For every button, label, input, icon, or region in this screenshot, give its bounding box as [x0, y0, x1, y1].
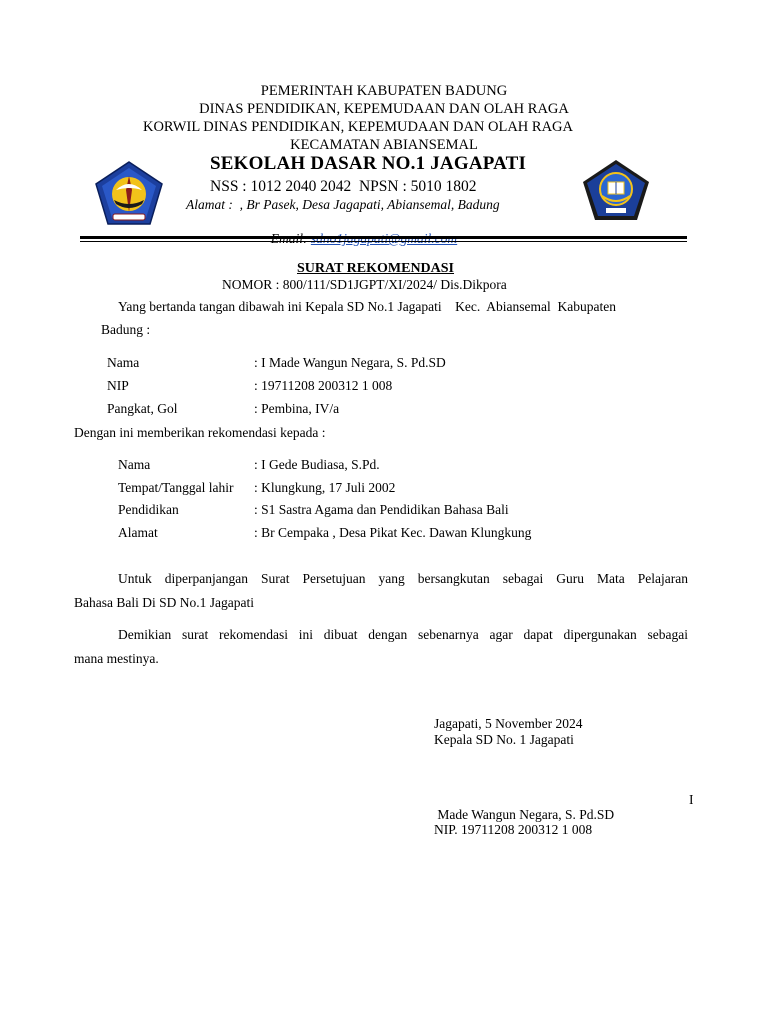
intro-line-2: Badung :: [101, 322, 151, 337]
paragraph-closing-line-2: mana mestinya.: [74, 651, 159, 666]
recipient-birth-value: : Klungkung, 17 Juli 2002: [254, 480, 396, 495]
header-line-district: KECAMATAN ABIANSEMAL: [290, 137, 478, 153]
school-name: SEKOLAH DASAR NO.1 JAGAPATI: [210, 153, 527, 174]
badung-crest-logo: [94, 160, 164, 226]
paragraph-purpose-line-1: Untuk diperpanjangan Surat Persetujuan yang bersangkutan sebagai Guru Mata Pelajaran: [118, 571, 688, 586]
stray-mark: I: [689, 792, 694, 807]
paragraph-closing-line-1: Demikian surat rekomendasi ini dibuat dengan sebenarnya agar dapat dipergunakan sebagai: [118, 627, 688, 642]
signer-name-value: : I Made Wangun Negara, S. Pd.SD: [254, 355, 446, 370]
header-line-korwil: KORWIL DINAS PENDIDIKAN, KEPEMUDAAN DAN OLAH RAGA: [142, 119, 573, 135]
recipient-education-value: : S1 Sastra Agama dan Pendidikan Bahasa Bali: [254, 502, 509, 517]
signer-name-label: Nama: [107, 355, 140, 370]
recipient-name-value: : I Gede Budiasa, S.Pd.: [254, 457, 380, 472]
recommend-intro: Dengan ini memberikan rekomendasi kepada :: [74, 425, 326, 440]
recipient-address-value: : Br Cempaka , Desa Pikat Kec. Dawan Klungkung: [254, 525, 532, 540]
signer-rank-label: Pangkat, Gol: [107, 401, 178, 416]
recipient-birth-label: Tempat/Tanggal lahir: [118, 480, 234, 495]
recipient-name-label: Nama: [118, 457, 151, 472]
signer-nip-label: NIP: [107, 378, 129, 393]
signer-position: Kepala SD No. 1 Jagapati: [434, 732, 574, 747]
recipient-education-label: Pendidikan: [118, 502, 179, 517]
signer-full-name: Made Wangun Negara, S. Pd.SD: [434, 807, 615, 822]
letter-number: NOMOR : 800/111/SD1JGPT/XI/2024/ Dis.Dikpora: [222, 277, 507, 292]
signer-nip: NIP. 19711208 200312 1 008: [434, 822, 593, 837]
school-nss-npsn: NSS : 1012 2040 2042 NPSN : 5010 1802: [210, 178, 477, 195]
paragraph-purpose-line-2: Bahasa Bali Di SD No.1 Jagapati: [74, 595, 254, 610]
school-email-line: [264, 215, 457, 247]
intro-line-1: Yang bertanda tangan dibawah ini Kepala SD No.1 Jagapati Kec. Abiansemal Kabupaten: [118, 299, 616, 314]
signer-nip-value: : 19711208 200312 1 008: [254, 378, 393, 393]
signer-rank-value: : Pembina, IV/a: [254, 401, 340, 416]
recipient-address-label: Alamat: [118, 525, 158, 540]
header-line-government: PEMERINTAH KABUPATEN BADUNG: [260, 83, 508, 99]
letter-title: SURAT REKOMENDASI: [297, 261, 455, 276]
place-date: Jagapati, 5 November 2024: [434, 716, 583, 731]
education-emblem-logo: [581, 158, 651, 222]
header-rule-thick: [80, 236, 687, 239]
school-address: Alamat : , Br Pasek, Desa Jagapati, Abiansemal, Badung: [186, 197, 500, 212]
header-rule-thin: [80, 241, 687, 242]
header-line-department: DINAS PENDIDIKAN, KEPEMUDAAN DAN OLAH RAGA: [199, 101, 569, 117]
